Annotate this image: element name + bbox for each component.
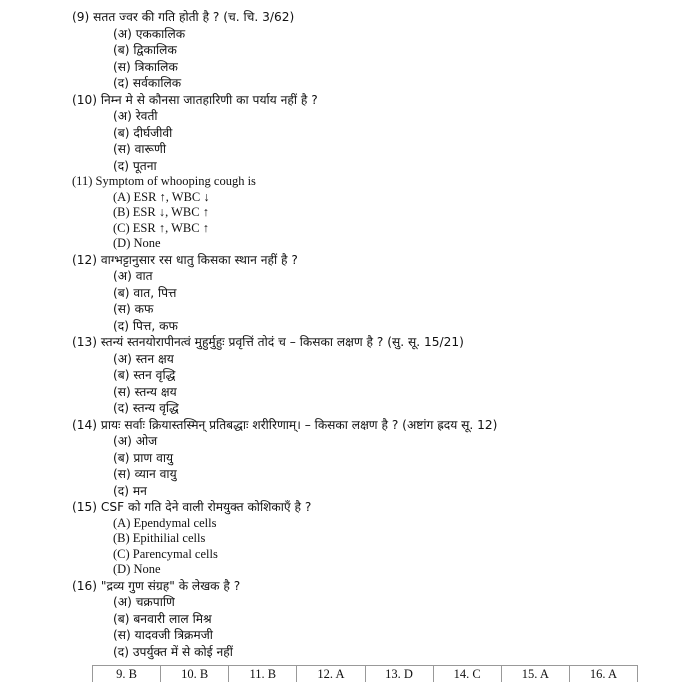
option-text: (अ) चक्रपाणि (113, 595, 175, 609)
option-text: (B) ESR ↓, WBC ↑ (113, 205, 209, 219)
question-text: (12) वाग्भट्टानुसार रस धातु किसका स्थान नहीं है ? (72, 252, 298, 267)
option-text: (ब) द्विकालिक (113, 43, 177, 57)
option-text: (D) None (113, 562, 161, 576)
question-block (0, 578, 680, 661)
question-text: (11) Symptom of whooping cough is (72, 174, 256, 188)
question-text: (13) स्तन्यं स्तनयोरापीनत्वं मुहुर्मुहुः प्रवृत्तिं तोदं च – किसका लक्षण है ? (सु. सू. 15/21) (72, 335, 464, 349)
option-text: (C) Parencymal cells (113, 546, 218, 561)
option-text: (अ) एककालिक (113, 26, 186, 41)
option-text: (द) पित्त, कफ (113, 318, 178, 333)
option-text: (ब) दीर्घजीवी (113, 125, 173, 140)
option-text: (द) उपर्युक्त में से कोई नहीं (113, 644, 233, 659)
option-text: (स) त्रिकालिक (113, 59, 178, 74)
option-text: (ब) प्राण वायु (113, 450, 174, 465)
option-text: (स) वारूणी (113, 142, 166, 156)
option-text: (द) स्तन्य वृद्धि (113, 401, 179, 415)
option-text: (स) व्यान वायु (113, 467, 177, 481)
question-text: (16) "द्रव्य गुण संग्रह" के लेखक है ? (72, 578, 241, 593)
option-text: (ब) बनवारी लाल मिश्र (113, 611, 212, 626)
option-text: (अ) वात (113, 269, 153, 283)
answer-key-cell: 9. B (93, 666, 161, 682)
question-block (0, 417, 680, 500)
question-block (0, 92, 680, 175)
option-text: (स) यादवजी त्रिक्रमजी (113, 628, 213, 642)
question-block (0, 334, 680, 417)
option-text: (ब) वात, पित्त (113, 285, 177, 300)
answer-key-table (92, 665, 638, 682)
answer-key-cell: 10. B (161, 666, 229, 682)
answer-key-cell: 11. B (229, 666, 297, 682)
option-text: (अ) रेवती (113, 109, 158, 123)
option-text: (A) ESR ↑, WBC ↓ (113, 189, 210, 204)
option-text: (स) स्तन्य क्षय (113, 384, 177, 399)
question-block (0, 499, 680, 578)
option-text: (B) Epithilial cells (113, 531, 206, 545)
question-block (0, 9, 680, 92)
question-block (0, 252, 680, 335)
answer-key-cell: 12. A (297, 666, 365, 682)
option-text: (द) सर्वकालिक (113, 76, 182, 90)
option-text: (D) None (113, 236, 161, 250)
answer-key-cell: 13. D (366, 666, 434, 682)
answer-key-cell: 14. C (434, 666, 502, 682)
question-sheet (0, 9, 680, 660)
answer-key-cell: 15. A (502, 666, 570, 682)
question-text: (9) सतत ज्वर की गति होती है ? (च. चि. 3/62) (72, 10, 295, 24)
option-text: (C) ESR ↑, WBC ↑ (113, 220, 209, 235)
question-text: (15) CSF को गति देने वाली रोमयुक्त कोशिकाएँ है ? (72, 500, 312, 514)
option-text: (स) कफ (113, 302, 154, 316)
answer-key-cell: 16. A (570, 666, 638, 682)
option-text: (अ) स्तन क्षय (113, 351, 174, 366)
option-text: (A) Ependymal cells (113, 515, 217, 530)
question-text: (10) निम्न मे से कौनसा जातहारिणी का पर्याय नहीं है ? (72, 92, 318, 107)
question-text: (14) प्रायः सर्वाः क्रियास्तस्मिन् प्रतिबद्धाः शरीरिणाम्। – किसका लक्षण है ? (अष्टांग ह्रदय सू. 12) (72, 417, 498, 432)
question-block (0, 174, 680, 252)
option-text: (ब) स्तन वृद्धि (113, 368, 176, 382)
option-text: (अ) ओज (113, 434, 158, 448)
option-text: (द) पूतना (113, 158, 157, 173)
option-text: (द) मन (113, 483, 147, 498)
